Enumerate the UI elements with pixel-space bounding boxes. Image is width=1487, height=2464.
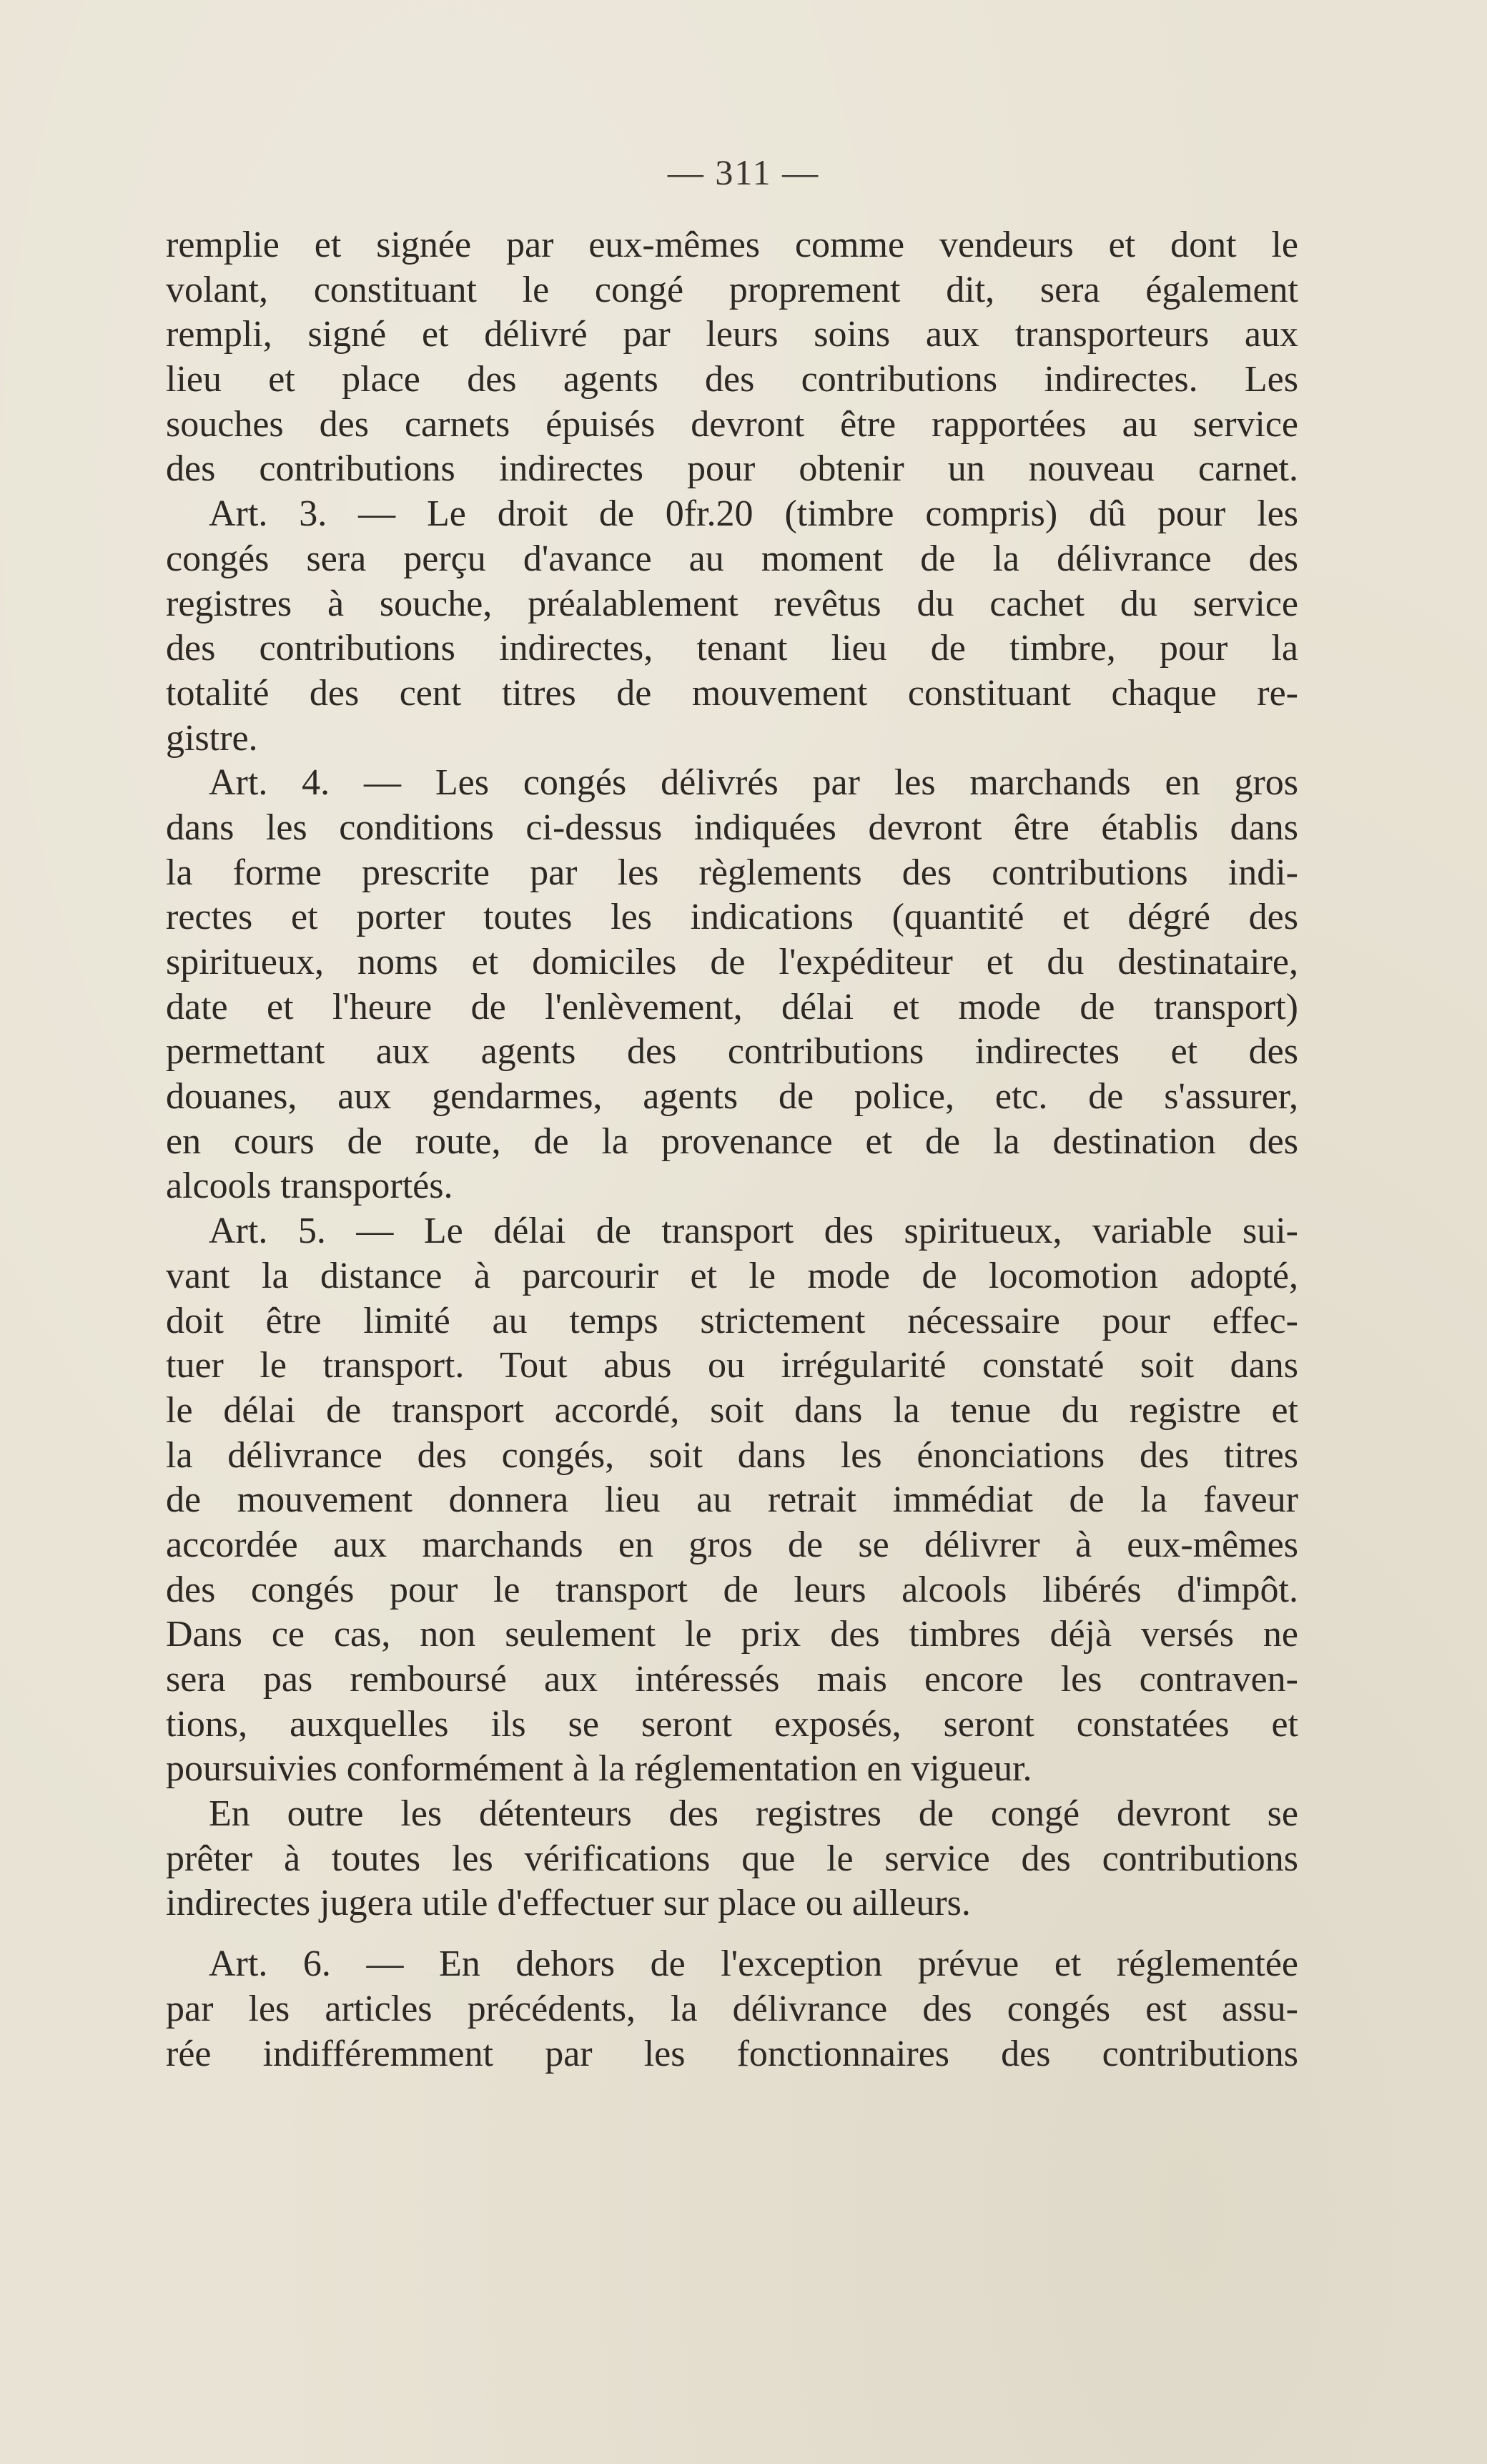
- text-line: prêter à toutes les vérifications que le service des contributions: [166, 1838, 1298, 1879]
- body-text: [166, 223, 1298, 2076]
- text-line: Art. 5. — Le délai de transport des spiritueux, variable sui-: [209, 1211, 1298, 1252]
- paragraph: [166, 1792, 1298, 1926]
- text-line: sera pas remboursé aux intéressés mais encore les contraven-: [166, 1659, 1298, 1700]
- text-line: la forme prescrite par les règlements des contributions indi-: [166, 852, 1298, 893]
- text-line: Art. 4. — Les congés délivrés par les marchands en gros: [209, 762, 1298, 804]
- text-line: tuer le transport. Tout abus ou irrégularité constaté soit dans: [166, 1345, 1298, 1386]
- text-line: vant la distance à parcourir et le mode de locomotion adopté,: [166, 1255, 1298, 1296]
- article-5: [166, 1209, 1298, 1792]
- text-line: des contributions indirectes, tenant lieu de timbre, pour la: [166, 628, 1298, 669]
- text-line: totalité des cent titres de mouvement constituant chaque re-: [166, 672, 1298, 714]
- text-line: En outre les détenteurs des registres de congé devront se: [209, 1793, 1298, 1835]
- text-line: doit être limité au temps strictement nécessaire pour effec-: [166, 1300, 1298, 1341]
- text-line: gistre.: [166, 717, 258, 759]
- text-line: en cours de route, de la provenance et de la destination des: [166, 1120, 1298, 1162]
- article-6: [166, 1942, 1298, 2076]
- text-line: douanes, aux gendarmes, agents de police, etc. de s'assurer,: [166, 1076, 1298, 1118]
- text-line: dans les conditions ci-dessus indiquées devront être établis dans: [166, 807, 1298, 848]
- text-line: lieu et place des agents des contributions indirectes. Les: [166, 359, 1298, 400]
- text-line: Art. 6. — En dehors de l'exception prévue et réglementée: [209, 1943, 1298, 1985]
- text-line: Art. 3. — Le droit de 0fr.20 (timbre compris) dû pour les: [209, 493, 1298, 535]
- text-line: tions, auxquelles ils se seront exposés, seront constatées et: [166, 1703, 1298, 1745]
- text-line: le délai de transport accordé, soit dans la tenue du registre et: [166, 1389, 1298, 1431]
- text-line: rectes et porter toutes les indications (quantité et dégré des: [166, 897, 1298, 938]
- text-line: rempli, signé et délivré par leurs soins aux transporteurs aux: [166, 314, 1298, 355]
- paragraph: [166, 223, 1298, 492]
- text-line: de mouvement donnera lieu au retrait immédiat de la faveur: [166, 1479, 1298, 1521]
- text-line: rée indifféremment par les fonctionnaires des contributions: [166, 2033, 1298, 2074]
- article-4: [166, 761, 1298, 1209]
- text-line: indirectes jugera utile d'effectuer sur place ou ailleurs.: [166, 1883, 971, 1924]
- text-line: Dans ce cas, non seulement le prix des timbres déjà versés ne: [166, 1614, 1298, 1655]
- text-line: poursuivies conformément à la réglementation en vigueur.: [166, 1748, 1032, 1790]
- text-line: permettant aux agents des contributions indirectes et des: [166, 1031, 1298, 1073]
- text-line: la délivrance des congés, soit dans les énonciations des titres: [166, 1434, 1298, 1476]
- text-line: spiritueux, noms et domiciles de l'expéditeur et du destinataire,: [166, 942, 1298, 982]
- text-line: souches des carnets épuisés devront être rapportées au service: [166, 403, 1298, 445]
- text-line: des contributions indirectes pour obtenir un nouveau carnet.: [166, 448, 1298, 490]
- text-line: alcools transportés.: [166, 1166, 453, 1207]
- text-line: congés sera perçu d'avance au moment de la délivrance des: [166, 538, 1298, 579]
- text-line: par les articles précédents, la délivrance des congés est assu-: [166, 1988, 1298, 2029]
- paragraph-gap: [166, 1926, 1298, 1942]
- text-line: accordée aux marchands en gros de se délivrer à eux-mêmes: [166, 1524, 1298, 1565]
- page-number: — 311 —: [667, 152, 820, 192]
- text-line: registres à souche, préalablement revêtus du cachet du service: [166, 583, 1298, 624]
- text-line: date et l'heure de l'enlèvement, délai et mode de transport): [166, 986, 1298, 1028]
- text-line: des congés pour le transport de leurs alcools libérés d'impôt.: [166, 1569, 1298, 1610]
- text-line: remplie et signée par eux-mêmes comme vendeurs et dont le: [166, 225, 1298, 265]
- article-3: [166, 492, 1298, 761]
- text-line: volant, constituant le congé proprement dit, sera également: [166, 269, 1298, 310]
